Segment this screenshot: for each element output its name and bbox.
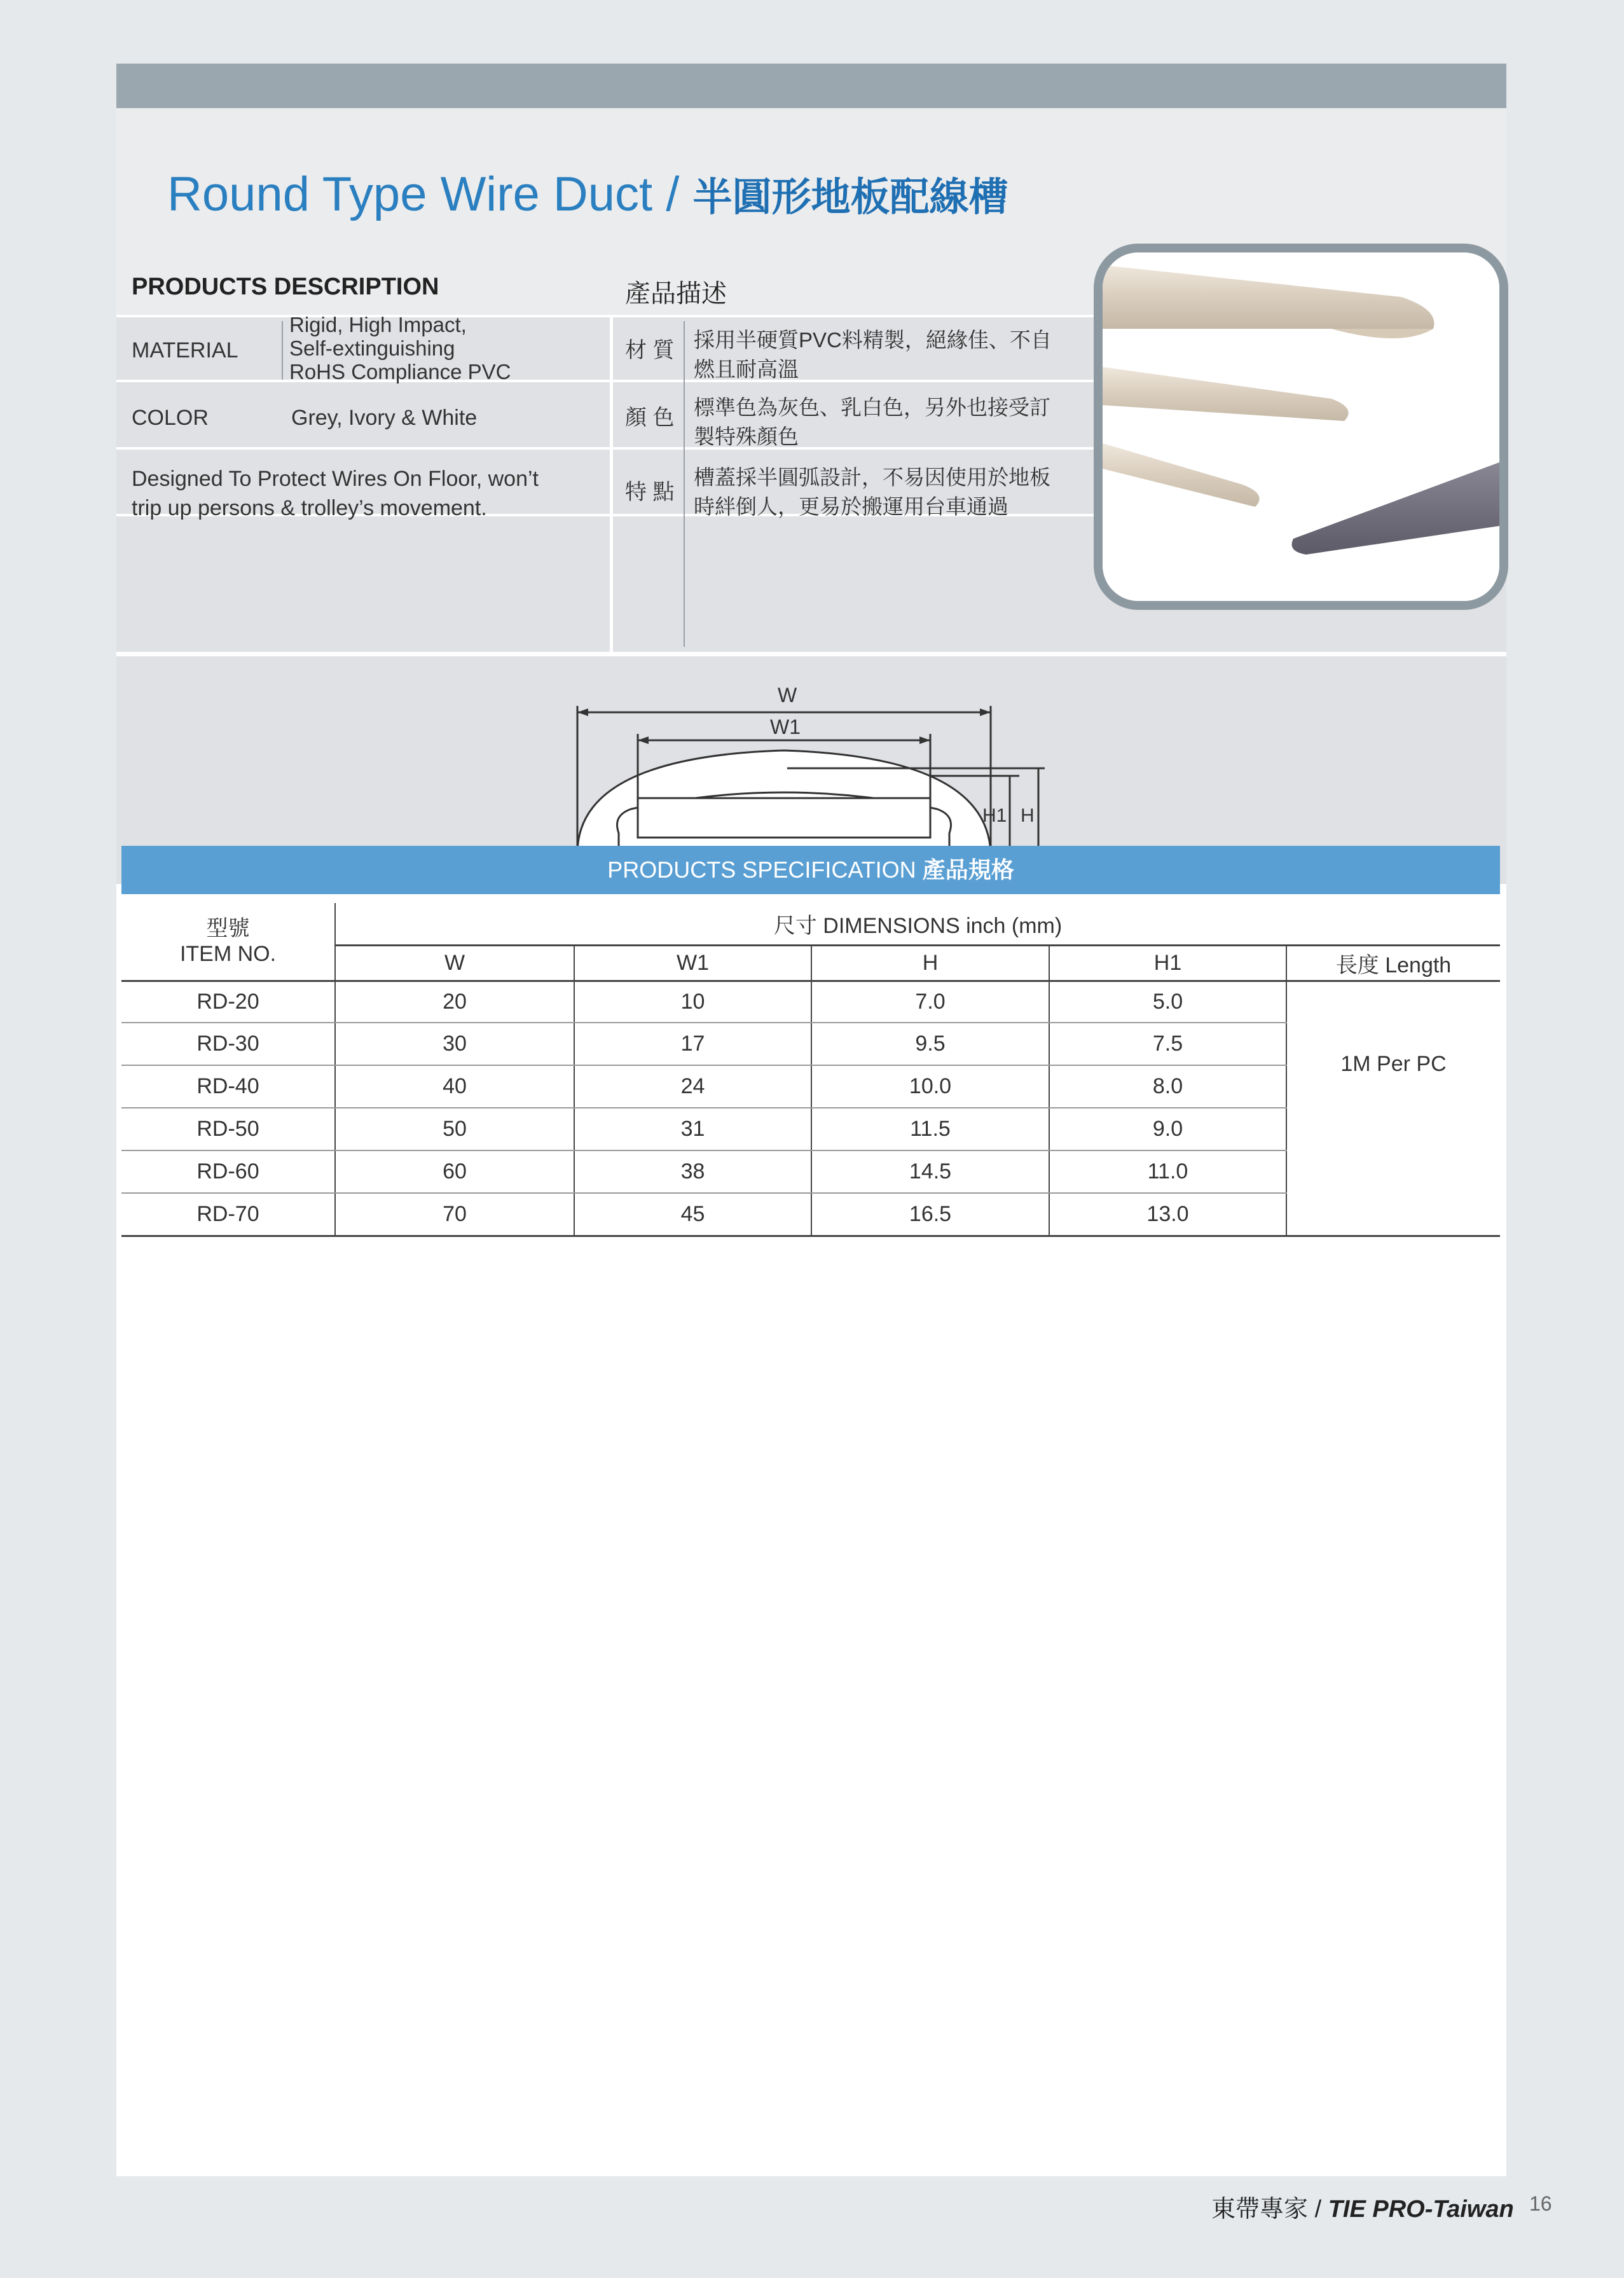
description-header-cn: 產品描述: [625, 280, 727, 308]
material-label-cn: 材 質: [625, 338, 675, 362]
note-line: Designed To Protect Wires On Floor, won’t: [132, 467, 539, 491]
note-line: trip up persons & trolley’s movement.: [132, 496, 487, 520]
divider-line: [116, 447, 610, 450]
cell-h1: 8.0: [1049, 1065, 1286, 1108]
description-header-en: PRODUCTS DESCRIPTION: [132, 273, 439, 300]
label-w1: W1: [770, 715, 801, 738]
color-label-cn: 顏 色: [625, 406, 675, 430]
color-value: Grey, Ivory & White: [291, 406, 478, 430]
footer-cn: 東帶專家: [1211, 2196, 1309, 2223]
cell-w1: 10: [574, 981, 811, 1023]
dimensions-header: [335, 903, 1500, 945]
cell-h: 11.5: [811, 1108, 1049, 1150]
feature-label-cn: 特 點: [625, 480, 675, 504]
column-header-length: [1286, 945, 1500, 981]
label-w: W: [778, 684, 797, 707]
material-value: [289, 313, 511, 383]
cell-item: RD-60: [121, 1150, 335, 1193]
cell-h1: 9.0: [1049, 1108, 1286, 1150]
footer-brand: [1211, 2189, 1514, 2224]
cell-w: 40: [335, 1065, 574, 1108]
length-label-en: Length: [1385, 953, 1452, 977]
cell-w: 20: [335, 981, 574, 1023]
spec-table: [121, 903, 1500, 1237]
cell-h: 14.5: [811, 1150, 1049, 1193]
cell-item: RD-30: [121, 1023, 335, 1065]
cell-item: RD-50: [121, 1108, 335, 1150]
cell-w1: 31: [574, 1108, 811, 1150]
cell-h1: 11.0: [1049, 1150, 1286, 1193]
cell-w: 30: [335, 1023, 574, 1065]
material-value-cn-line: 燃且耐高溫: [694, 357, 799, 381]
item-header-cn: 型號: [206, 916, 250, 941]
feature-value-cn-line: 槽蓋採半圓弧設計，不易因使用於地板: [694, 466, 1050, 489]
color-value-cn: [694, 393, 1050, 452]
cell-h: 9.5: [811, 1023, 1049, 1065]
material-label: MATERIAL: [132, 338, 238, 362]
page-number: 16: [1529, 2192, 1552, 2215]
cell-item: RD-40: [121, 1065, 335, 1108]
cell-item: RD-70: [121, 1193, 335, 1236]
label-h: H: [1021, 805, 1035, 826]
dimensions-label-en: DIMENSIONS inch (mm): [823, 913, 1063, 938]
length-label-cn: 長度: [1335, 953, 1379, 977]
title-cn: 半圓形地板配線槽: [692, 176, 1008, 219]
cell-item: RD-20: [121, 981, 335, 1023]
cell-w1: 17: [574, 1023, 811, 1065]
cell-w: 60: [335, 1150, 574, 1193]
column-header-h1: H1: [1049, 945, 1286, 981]
footer-en: TIE PRO-Taiwan: [1328, 2196, 1514, 2223]
cell-w: 50: [335, 1108, 574, 1150]
catalog-page: [116, 64, 1506, 2176]
spec-header-en: PRODUCTS SPECIFICATION: [607, 857, 916, 883]
cross-section-diagram: [561, 674, 1045, 865]
color-label: COLOR: [132, 406, 209, 430]
cell-h: 10.0: [811, 1065, 1049, 1108]
description-note: [132, 464, 539, 523]
cell-length: 1M Per PC: [1286, 981, 1500, 1236]
cell-h1: 5.0: [1049, 981, 1286, 1023]
label-h1: H1: [982, 805, 1007, 826]
title-separator: /: [652, 167, 680, 221]
cell-w: 70: [335, 1193, 574, 1236]
feature-value-cn: [694, 463, 1050, 521]
cell-h: 7.0: [811, 981, 1049, 1023]
feature-value-cn-line: 時絆倒人，更易於搬運用台車通過: [694, 495, 1008, 518]
footer-separator: /: [1308, 2196, 1328, 2223]
description-divider: [610, 315, 613, 652]
material-value-cn: [694, 326, 1052, 384]
item-header-en: ITEM NO.: [179, 942, 277, 967]
cell-h1: 7.5: [1049, 1023, 1286, 1065]
page-title: [167, 165, 1008, 229]
cell-w1: 38: [574, 1150, 811, 1193]
color-value-cn-line: 標準色為灰色、乳白色，另外也接受訂: [694, 396, 1050, 419]
column-separator: [684, 321, 685, 647]
material-value-line: RoHS Compliance PVC: [289, 360, 511, 383]
item-header: [121, 903, 335, 981]
title-en: Round Type Wire Duct: [167, 167, 653, 221]
column-separator: [282, 321, 283, 380]
cell-h1: 13.0: [1049, 1193, 1286, 1236]
wire-duct-photo: [1103, 252, 1499, 601]
cell-w1: 24: [574, 1065, 811, 1108]
material-value-line: Rigid, High Impact,: [289, 313, 467, 336]
top-band: [116, 64, 1506, 108]
cell-h: 16.5: [811, 1193, 1049, 1236]
cell-w1: 45: [574, 1193, 811, 1236]
material-value-line: Self-extinguishing: [289, 336, 455, 360]
dimensions-label-cn: 尺寸: [773, 913, 817, 938]
material-value-cn-line: 採用半硬質PVC料精製，絕緣佳、不自: [694, 328, 1052, 352]
product-photo: [1094, 244, 1508, 610]
spec-header: [121, 846, 1500, 894]
column-header-h: H: [811, 945, 1049, 981]
column-header-w1: W1: [574, 945, 811, 981]
table-row: [121, 981, 1500, 1023]
color-value-cn-line: 製特殊顏色: [694, 425, 799, 448]
column-header-w: W: [335, 945, 574, 981]
spec-header-cn: 產品規格: [922, 857, 1014, 883]
